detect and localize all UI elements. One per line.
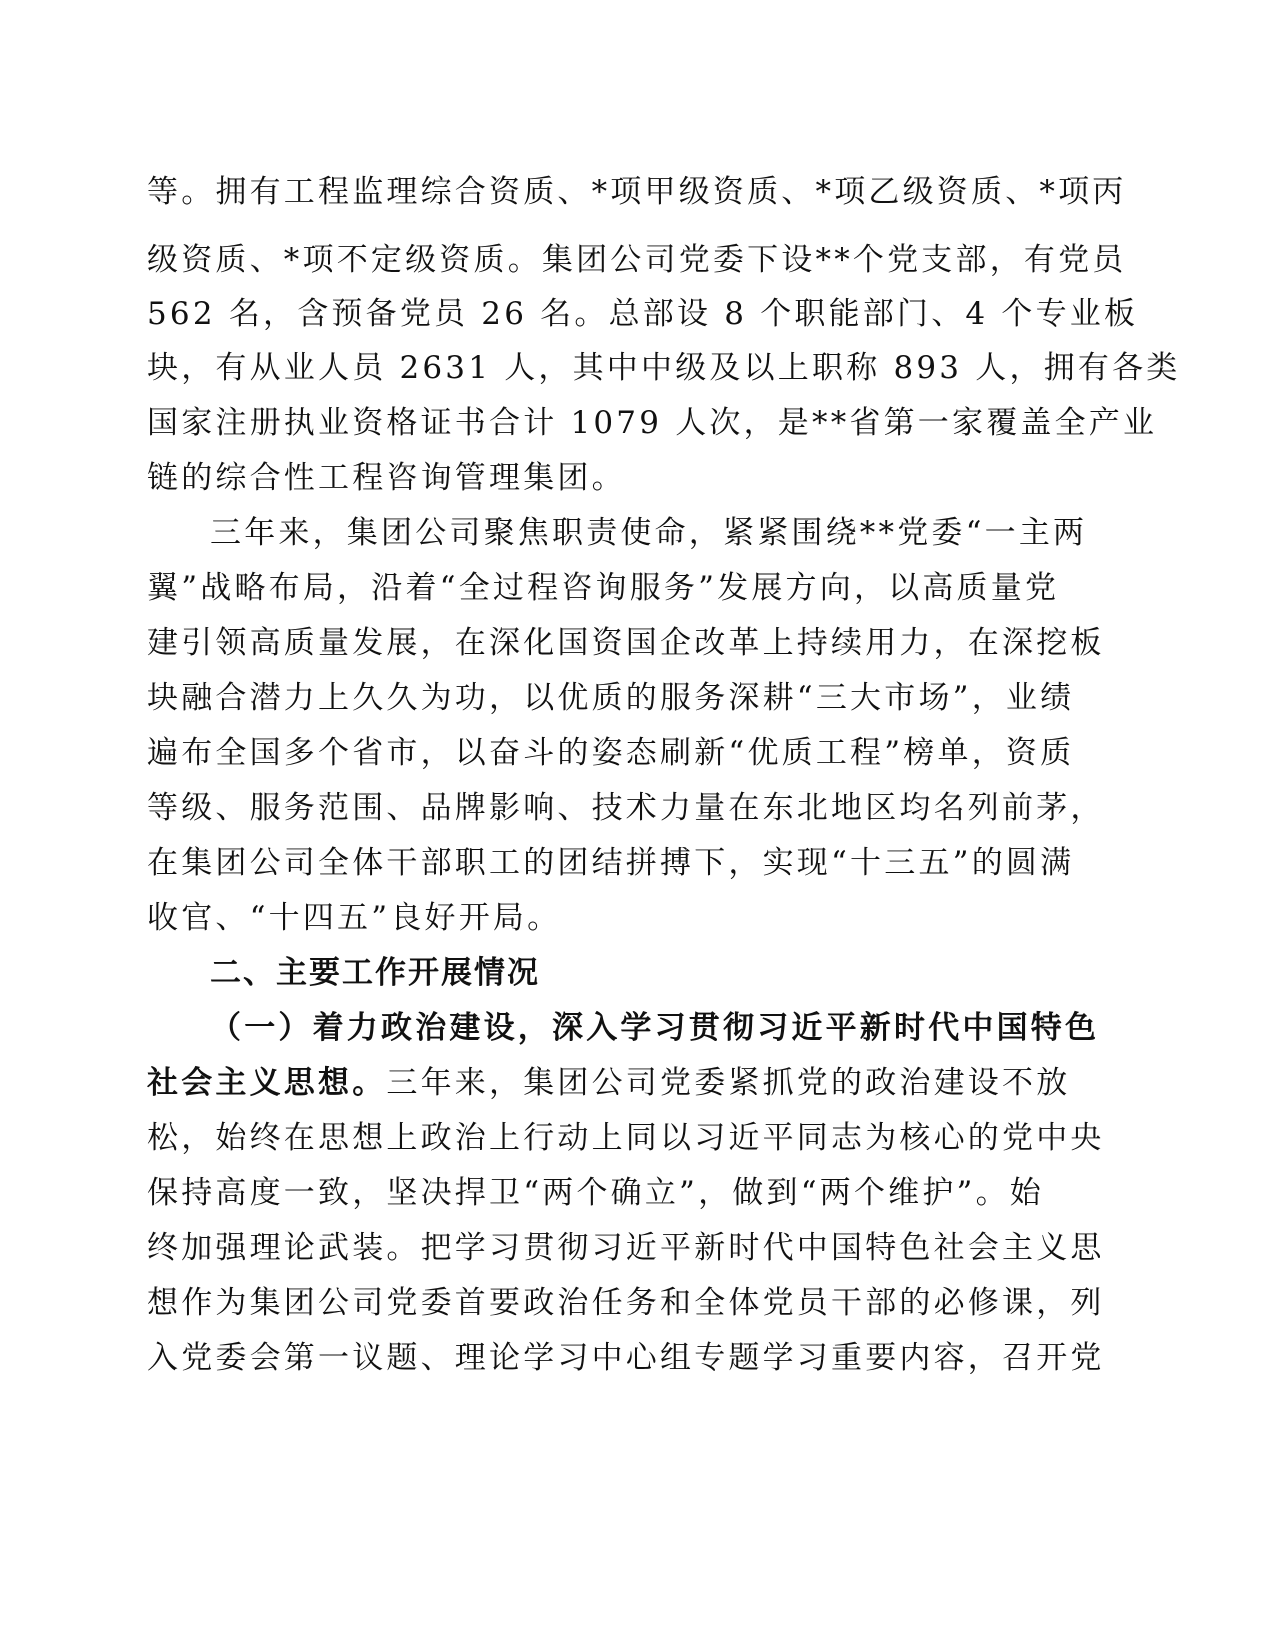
paragraph-line: 松，始终在思想上政治上行动上同以习近平同志为核心的党中央 <box>147 1120 1105 1156</box>
paragraph-line <box>147 1063 1070 1103</box>
subsection-heading-continued: 社会主义思想。 <box>147 1065 387 1101</box>
section-heading: 二、主要工作开展情况 <box>210 955 540 991</box>
paragraph-line: 562 名，含预备党员 26 名。总部设 8 个职能部门、4 个专业板 <box>147 296 1139 332</box>
paragraph-line: 等级、服务范围、品牌影响、技术力量在东北地区均名列前茅， <box>147 790 1105 826</box>
paragraph-line: 等。拥有工程监理综合资质、*项甲级资质、*项乙级资质、*项丙 <box>147 174 1127 210</box>
paragraph-line: 块融合潜力上久久为功，以优质的服务深耕“三大市场”，业绩 <box>147 680 1075 716</box>
paragraph-line: 三年来，集团公司聚焦职责使命，紧紧围绕**党委“一主两 <box>210 515 1088 551</box>
paragraph-line: 想作为集团公司党委首要政治任务和全体党员干部的必修课，列 <box>147 1285 1105 1321</box>
paragraph-line: 级资质、*项不定级资质。集团公司党委下设**个党支部，有党员 <box>147 242 1127 278</box>
subsection-heading: （一）着力政治建设，深入学习贯彻习近平新时代中国特色 <box>210 1010 1100 1046</box>
paragraph-line: 在集团公司全体干部职工的团结拼搏下，实现“十三五”的圆满 <box>147 845 1075 881</box>
paragraph-line: 链的综合性工程咨询管理集团。 <box>147 460 626 496</box>
paragraph-line: 翼”战略布局，沿着“全过程咨询服务”发展方向，以高质量党 <box>147 570 1060 606</box>
paragraph-text: 三年来，集团公司党委紧抓党的政治建设不放 <box>386 1065 1071 1101</box>
paragraph-line: 入党委会第一议题、理论学习中心组专题学习重要内容，召开党 <box>147 1340 1105 1376</box>
paragraph-line: 保持高度一致，坚决捍卫“两个确立”，做到“两个维护”。始 <box>147 1175 1044 1211</box>
paragraph-line: 国家注册执业资格证书合计 1079 人次，是**省第一家覆盖全产业 <box>147 405 1158 441</box>
paragraph-line: 遍布全国多个省市，以奋斗的姿态刷新“优质工程”榜单，资质 <box>147 735 1075 771</box>
paragraph-line: 块，有从业人员 2631 人，其中中级及以上职称 893 人，拥有各类 <box>147 350 1181 386</box>
paragraph-line: 终加强理论武装。把学习贯彻习近平新时代中国特色社会主义思 <box>147 1230 1105 1266</box>
paragraph-line: 收官、“十四五”良好开局。 <box>147 900 562 936</box>
paragraph-line: 建引领高质量发展，在深化国资国企改革上持续用力，在深挖板 <box>147 625 1105 661</box>
